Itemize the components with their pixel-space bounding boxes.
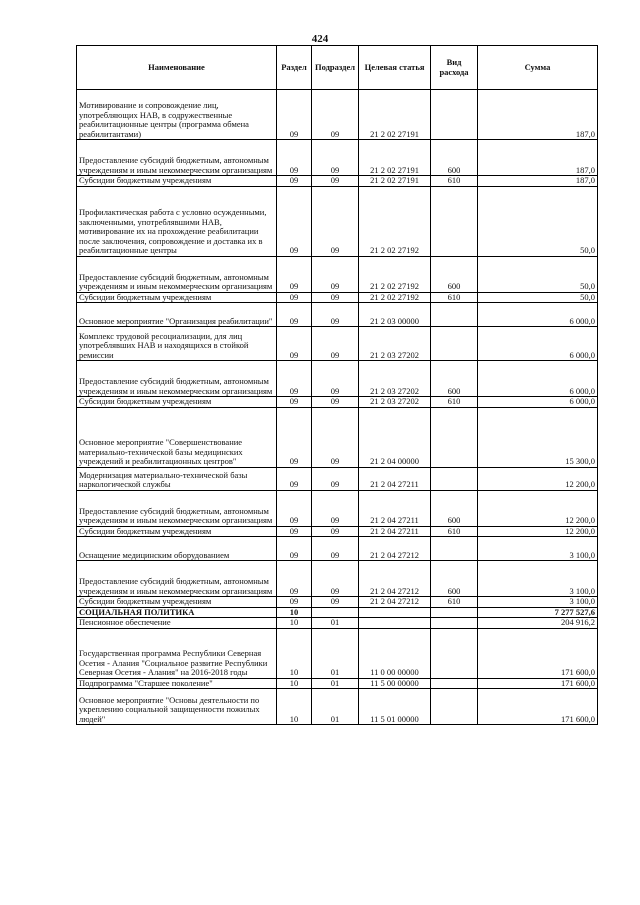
cell-name: Комплекс трудовой ресоциализации, для лиц употреблявших НАВ и находящихся в стойкой ремиссии [77,327,277,361]
table-row [77,407,598,467]
cell-vid [431,90,478,140]
cell-target: 21 2 04 00000 [359,407,431,467]
cell-name: Предоставление субсидий бюджетным, автономным учреждениям и иным некоммерческим организациям [77,490,277,526]
cell-sum: 3 100,0 [478,597,598,608]
cell-target: 21 2 04 27212 [359,561,431,597]
table-row [77,90,598,140]
cell-name: Субсидии бюджетным учреждениям [77,397,277,408]
header-name: Наименование [77,46,277,90]
cell-name: Субсидии бюджетным учреждениям [77,597,277,608]
cell-razdel: 09 [277,561,312,597]
cell-razdel: 10 [277,628,312,678]
cell-name: Предоставление субсидий бюджетным, автономным учреждениям и иным некоммерческим организациям [77,140,277,176]
table-row [77,607,598,618]
cell-sum: 50,0 [478,186,598,256]
table-row [77,526,598,537]
table-row [77,689,598,725]
cell-razdel: 10 [277,618,312,629]
cell-target: 21 2 02 27191 [359,176,431,187]
cell-sum: 50,0 [478,256,598,292]
cell-name: Мотивирование и сопровождение лиц, употребляющих НАВ, в содружественные реабилитационные центры (программа обмена реабилитантами) [77,90,277,140]
cell-target [359,607,431,618]
cell-podrazdel: 09 [312,186,359,256]
cell-sum: 12 200,0 [478,490,598,526]
cell-razdel: 10 [277,678,312,689]
cell-sum: 12 200,0 [478,467,598,490]
cell-vid: 610 [431,176,478,187]
table-row [77,537,598,561]
cell-sum: 187,0 [478,176,598,187]
cell-razdel: 09 [277,327,312,361]
cell-vid [431,689,478,725]
table-row [77,256,598,292]
cell-vid [431,678,478,689]
cell-podrazdel [312,607,359,618]
cell-target: 21 2 03 27202 [359,397,431,408]
cell-target: 11 5 00 00000 [359,678,431,689]
cell-name: Пенсионное обеспечение [77,618,277,629]
cell-razdel: 09 [277,186,312,256]
table-row [77,467,598,490]
table-row [77,597,598,608]
cell-vid: 600 [431,361,478,397]
cell-razdel: 09 [277,597,312,608]
cell-target: 21 2 03 27202 [359,361,431,397]
cell-podrazdel: 09 [312,597,359,608]
cell-target: 11 0 00 00000 [359,628,431,678]
table-row [77,618,598,629]
cell-razdel: 09 [277,303,312,327]
cell-vid [431,537,478,561]
header-sum: Сумма [478,46,598,90]
cell-target: 21 2 02 27192 [359,292,431,303]
cell-vid: 610 [431,526,478,537]
cell-name: Субсидии бюджетным учреждениям [77,176,277,187]
cell-name: Модернизация материально-технической базы наркологической службы [77,467,277,490]
cell-vid [431,186,478,256]
cell-target: 21 2 04 27212 [359,597,431,608]
cell-razdel: 09 [277,490,312,526]
cell-vid [431,628,478,678]
header-vid: Вид расхода [431,46,478,90]
cell-podrazdel: 01 [312,628,359,678]
cell-razdel: 10 [277,689,312,725]
cell-podrazdel: 09 [312,176,359,187]
cell-target: 21 2 04 27212 [359,537,431,561]
cell-target: 21 2 04 27211 [359,467,431,490]
cell-target: 21 2 03 00000 [359,303,431,327]
cell-vid [431,607,478,618]
cell-sum: 171 600,0 [478,678,598,689]
table-row [77,327,598,361]
cell-razdel: 09 [277,256,312,292]
cell-razdel: 09 [277,90,312,140]
cell-razdel: 09 [277,361,312,397]
cell-razdel: 10 [277,607,312,618]
cell-podrazdel: 09 [312,561,359,597]
cell-vid: 610 [431,597,478,608]
cell-sum: 3 100,0 [478,537,598,561]
table-row [77,628,598,678]
cell-razdel: 09 [277,140,312,176]
cell-name: Основное мероприятие "Организация реабилитации" [77,303,277,327]
table-row [77,490,598,526]
cell-vid [431,467,478,490]
cell-razdel: 09 [277,467,312,490]
cell-podrazdel: 09 [312,303,359,327]
cell-sum: 7 277 527,6 [478,607,598,618]
cell-vid [431,303,478,327]
cell-target: 21 2 02 27192 [359,256,431,292]
cell-name: Субсидии бюджетным учреждениям [77,526,277,537]
cell-podrazdel: 09 [312,490,359,526]
page-number: 424 [311,33,329,45]
cell-vid [431,327,478,361]
cell-sum: 15 300,0 [478,407,598,467]
cell-vid [431,618,478,629]
header-podrazdel: Подраздел [312,46,359,90]
cell-podrazdel: 09 [312,327,359,361]
cell-podrazdel: 09 [312,397,359,408]
table-row [77,303,598,327]
cell-razdel: 09 [277,397,312,408]
table-header-row [77,46,598,90]
header-target: Целевая статья [359,46,431,90]
cell-podrazdel: 09 [312,256,359,292]
table-row [77,292,598,303]
cell-podrazdel: 09 [312,467,359,490]
budget-table [76,45,598,725]
cell-name: СОЦИАЛЬНАЯ ПОЛИТИКА [77,607,277,618]
cell-podrazdel: 09 [312,292,359,303]
table-row [77,678,598,689]
cell-target [359,618,431,629]
cell-sum: 6 000,0 [478,361,598,397]
cell-target: 21 2 02 27191 [359,140,431,176]
cell-razdel: 09 [277,537,312,561]
cell-podrazdel: 09 [312,90,359,140]
cell-sum: 6 000,0 [478,327,598,361]
cell-podrazdel: 09 [312,526,359,537]
header-razdel: Раздел [277,46,312,90]
cell-name: Подпрограмма "Старшее поколение" [77,678,277,689]
cell-vid: 600 [431,490,478,526]
cell-name: Основное мероприятие "Основы деятельности по укреплению социальной защищенности пожилых людей" [77,689,277,725]
cell-name: Профилактическая работа с условно осужденными, заключенными, употреблявшими НАВ, мотивирование их на прохождение реабилитации после заключения, сопровождение и доставка их в реабилитационные центры [77,186,277,256]
cell-podrazdel: 09 [312,361,359,397]
cell-sum: 6 000,0 [478,397,598,408]
cell-razdel: 09 [277,292,312,303]
cell-sum: 3 100,0 [478,561,598,597]
table-row [77,186,598,256]
cell-podrazdel: 01 [312,678,359,689]
cell-target: 21 2 02 27191 [359,90,431,140]
cell-sum: 171 600,0 [478,689,598,725]
cell-podrazdel: 09 [312,407,359,467]
cell-sum: 187,0 [478,140,598,176]
cell-razdel: 09 [277,526,312,537]
cell-vid: 610 [431,292,478,303]
cell-target: 11 5 01 00000 [359,689,431,725]
cell-vid: 600 [431,140,478,176]
cell-name: Оснащение медицинским оборудованием [77,537,277,561]
cell-target: 21 2 02 27192 [359,186,431,256]
table-row [77,561,598,597]
table-row [77,176,598,187]
table-row [77,361,598,397]
cell-razdel: 09 [277,176,312,187]
cell-podrazdel: 09 [312,537,359,561]
table-row [77,397,598,408]
cell-vid [431,407,478,467]
cell-vid: 600 [431,256,478,292]
cell-name: Предоставление субсидий бюджетным, автономным учреждениям и иным некоммерческим организациям [77,256,277,292]
cell-target: 21 2 04 27211 [359,490,431,526]
cell-vid: 600 [431,561,478,597]
cell-sum: 6 000,0 [478,303,598,327]
cell-name: Основное мероприятие "Совершенствование материально-технической базы медицинских учреждений и реабилитационных центров" [77,407,277,467]
cell-name: Государственная программа Республики Северная Осетия - Алания "Социальное развитие Республики Северная Осетия - Алания" на 2016-2018 годы [77,628,277,678]
cell-name: Субсидии бюджетным учреждениям [77,292,277,303]
cell-podrazdel: 01 [312,618,359,629]
cell-name: Предоставление субсидий бюджетным, автономным учреждениям и иным некоммерческим организациям [77,361,277,397]
table-row [77,140,598,176]
cell-podrazdel: 01 [312,689,359,725]
cell-sum: 50,0 [478,292,598,303]
cell-razdel: 09 [277,407,312,467]
cell-vid: 610 [431,397,478,408]
cell-sum: 171 600,0 [478,628,598,678]
cell-target: 21 2 03 27202 [359,327,431,361]
cell-name: Предоставление субсидий бюджетным, автономным учреждениям и иным некоммерческим организациям [77,561,277,597]
cell-podrazdel: 09 [312,140,359,176]
cell-target: 21 2 04 27211 [359,526,431,537]
cell-sum: 187,0 [478,90,598,140]
cell-sum: 204 916,2 [478,618,598,629]
cell-sum: 12 200,0 [478,526,598,537]
